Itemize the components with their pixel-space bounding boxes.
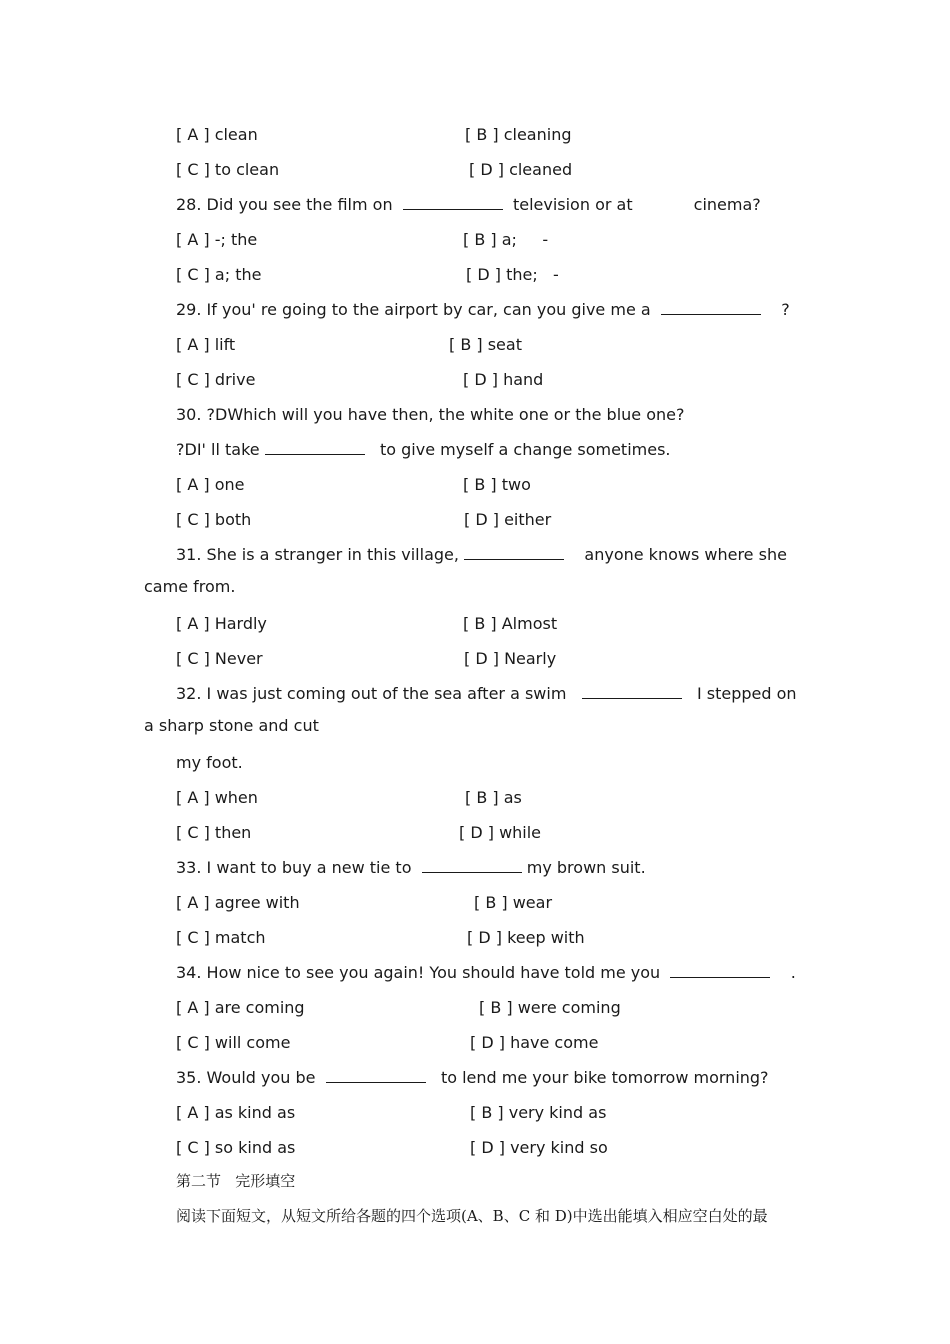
q32-option-a: [ A ] when [176, 788, 258, 807]
q32-option-d: [ D ] while [459, 823, 542, 842]
q27-option-a: [ A ] clean [176, 125, 258, 144]
section-instruction: 阅读下面短文，从短文所给各题的四个选项(A、B、C 和 D)中选出能填入相应空白处的最 [176, 1207, 768, 1225]
q30-line-1: 30. ?DWhich will you have then, the white one or the blue one? [176, 405, 685, 424]
q31-option-d: [ D ] Nearly [464, 649, 557, 668]
q30-option-b: [ B ] two [463, 475, 531, 494]
q29-option-d: [ D ] hand [463, 370, 544, 389]
q29-stem: 29. If you' re going to the airport by car, can you give me a ? [176, 300, 790, 319]
q35-option-d: [ D ] very kind so [470, 1138, 608, 1157]
answer-blank [582, 684, 682, 699]
q29-option-c: [ C ] drive [176, 370, 256, 389]
q35-option-c: [ C ] so kind as [176, 1138, 296, 1157]
answer-blank [422, 858, 522, 873]
q33-option-d: [ D ] keep with [467, 928, 585, 947]
q32-option-b: [ B ] as [465, 788, 522, 807]
answer-blank [464, 545, 564, 560]
q28-stem: 28. Did you see the film on television or at cinema? [176, 195, 761, 214]
q29-option-a: [ A ] lift [176, 335, 236, 354]
q28-option-b: [ B ] a; - [463, 230, 549, 249]
q30-option-c: [ C ] both [176, 510, 252, 529]
q28-option-d: [ D ] the; - [466, 265, 559, 284]
q31-option-b: [ B ] Almost [463, 614, 558, 633]
q34-stem: 34. How nice to see you again! You should have told me you . [176, 963, 796, 982]
q27-option-d: [ D ] cleaned [469, 160, 573, 179]
section-title: 第二节 完形填空 [176, 1172, 296, 1190]
q30-line-2: ?DI' ll take to give myself a change sometimes. [176, 440, 671, 459]
q33-stem: 33. I want to buy a new tie to my brown suit. [176, 858, 646, 877]
q34-option-a: [ A ] are coming [176, 998, 305, 1017]
q32-continuation-1: a sharp stone and cut [144, 716, 319, 735]
q32-option-c: [ C ] then [176, 823, 252, 842]
q35-option-a: [ A ] as kind as [176, 1103, 296, 1122]
q35-stem: 35. Would you be to lend me your bike tomorrow morning? [176, 1068, 769, 1087]
answer-blank [265, 440, 365, 455]
q34-option-d: [ D ] have come [470, 1033, 599, 1052]
q35-option-b: [ B ] very kind as [470, 1103, 607, 1122]
q31-option-c: [ C ] Never [176, 649, 263, 668]
q32-continuation-2: my foot. [176, 753, 243, 772]
q28-option-c: [ C ] a; the [176, 265, 262, 284]
q28-option-a: [ A ] -; the [176, 230, 258, 249]
q34-option-b: [ B ] were coming [479, 998, 621, 1017]
q30-option-a: [ A ] one [176, 475, 245, 494]
q31-stem: 31. She is a stranger in this village, anyone knows where she [176, 545, 787, 564]
answer-blank [326, 1068, 426, 1083]
q33-option-c: [ C ] match [176, 928, 266, 947]
q33-option-b: [ B ] wear [474, 893, 553, 912]
q34-option-c: [ C ] will come [176, 1033, 291, 1052]
answer-blank [670, 963, 770, 978]
q30-option-d: [ D ] either [464, 510, 552, 529]
q27-option-b: [ B ] cleaning [465, 125, 572, 144]
q27-option-c: [ C ] to clean [176, 160, 280, 179]
answer-blank [403, 195, 503, 210]
q31-option-a: [ A ] Hardly [176, 614, 267, 633]
q29-option-b: [ B ] seat [449, 335, 522, 354]
q32-stem: 32. I was just coming out of the sea after a swim I stepped on [176, 684, 797, 703]
q31-continuation: came from. [144, 577, 236, 596]
q33-option-a: [ A ] agree with [176, 893, 300, 912]
answer-blank [661, 300, 761, 315]
